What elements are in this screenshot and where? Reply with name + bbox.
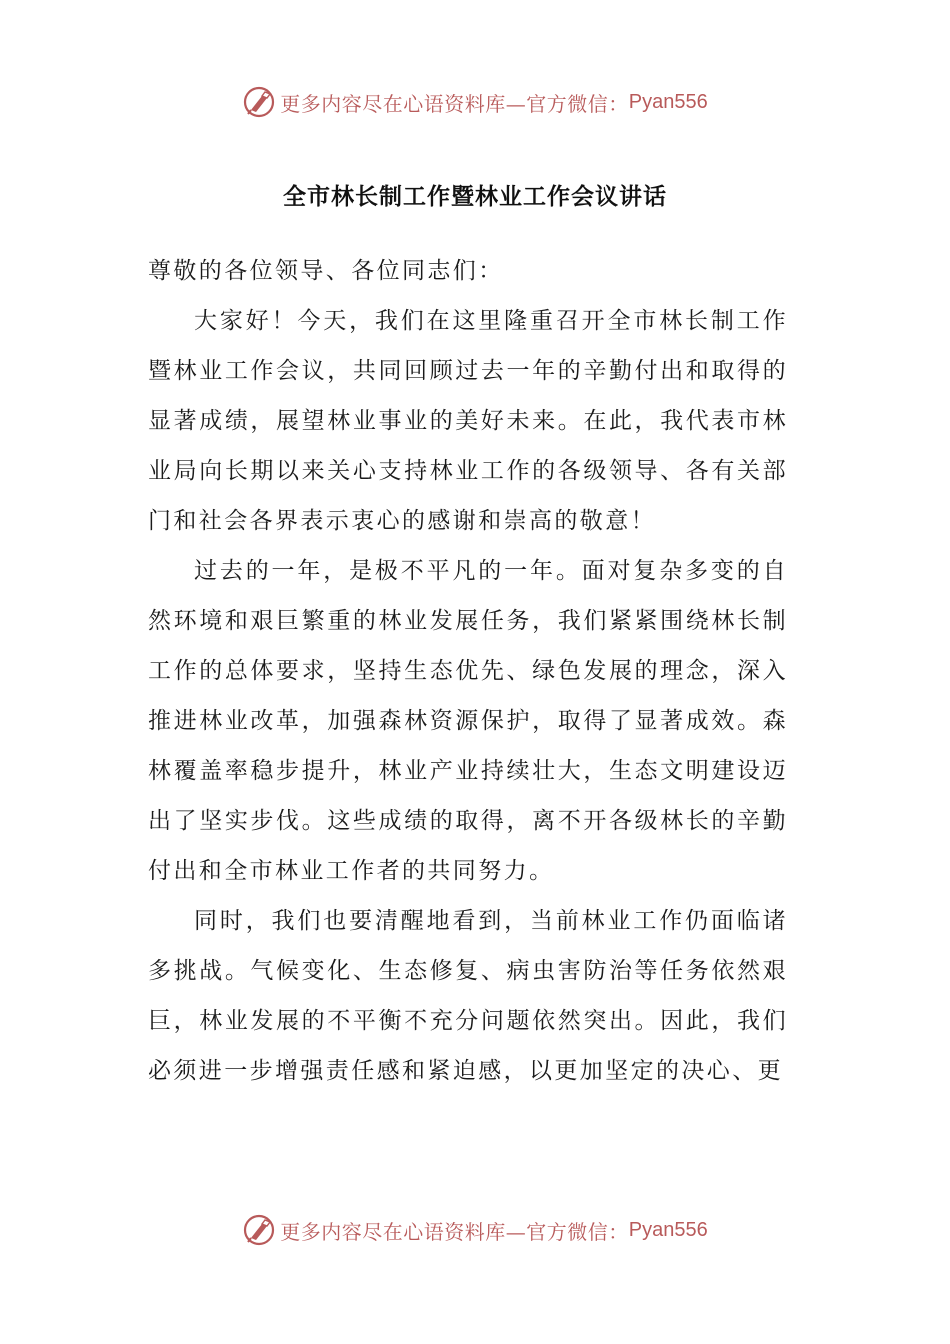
paragraph-1: 大家好！今天，我们在这里隆重召开全市林长制工作暨林业工作会议，共同回顾过去一年的辛勤付出和取得的显著成绩，展望林业事业的美好未来。在此，我代表市林业局向长期以来关心支持林业工作的各级领导、各有关部门和社会各界表示衷心的感谢和崇高的敬意！ <box>148 308 788 534</box>
document-body <box>148 246 788 1096</box>
salutation: 尊敬的各位领导、各位同志们： <box>148 258 504 284</box>
watermark-text: 更多内容尽在心语资料库—官方微信： <box>280 91 629 116</box>
pen-nib-logo-icon <box>242 1213 276 1247</box>
watermark-wechat-id: Pyan556 <box>628 1218 708 1241</box>
paragraph-3: 同时，我们也要清醒地看到，当前林业工作仍面临诸多挑战。气候变化、生态修复、病虫害防治等任务依然艰巨，林业发展的不平衡不充分问题依然突出。因此，我们必须进一步增强责任感和紧迫感，以更加坚定的决心、更 <box>148 908 788 1084</box>
paragraph-2: 过去的一年，是极不平凡的一年。面对复杂多变的自然环境和艰巨繁重的林业发展任务，我们紧紧围绕林长制工作的总体要求，坚持生态优先、绿色发展的理念，深入推进林业改革，加强森林资源保护，取得了显著成效。森林覆盖率稳步提升，林业产业持续壮大，生态文明建设迈出了坚实步伐。这些成绩的取得，离不开各级林长的辛勤付出和全市林业工作者的共同努力。 <box>148 558 788 884</box>
watermark-wechat-id: Pyan556 <box>628 90 708 113</box>
footer-watermark-banner <box>0 1210 950 1250</box>
watermark-text: 更多内容尽在心语资料库—官方微信： <box>280 1219 629 1244</box>
page-title: 全市林长制工作暨林业工作会议讲话 <box>283 184 667 210</box>
header-watermark-banner <box>0 82 950 122</box>
pen-nib-logo-icon <box>242 85 276 119</box>
